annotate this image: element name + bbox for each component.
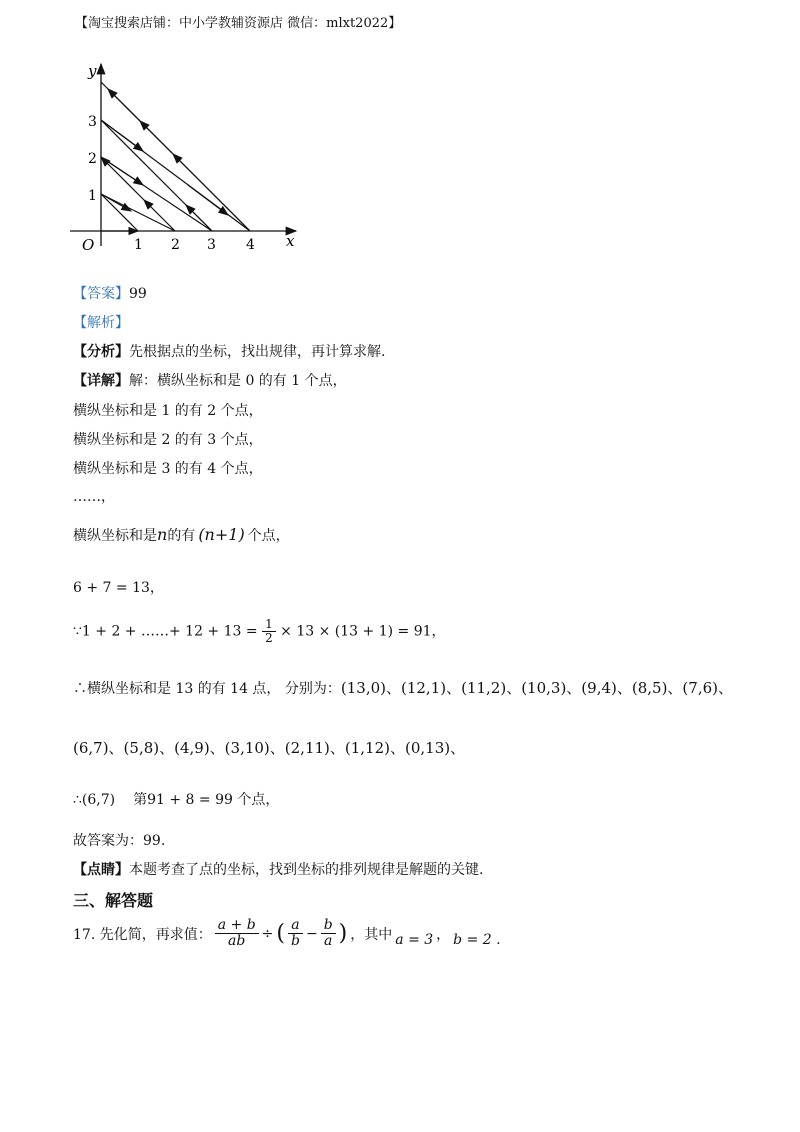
detail-text: 解：横纵坐标和是 0 的有 1 个点， [129,373,347,389]
answer-label: 【答案】 [73,286,129,302]
analysis-text: 先根据点的坐标，找出规律，再计算求解. [129,344,386,360]
section-heading: 三、解答题 [73,891,154,910]
minus-sign: − [305,925,318,942]
frac-num: a [288,918,303,934]
q17-separator: ， [436,926,451,943]
eq2-pre: ∵1 + 2 + ……+ 12 + 13 = [73,623,258,640]
detail-line-3: 横纵坐标和是 2 的有 3 个点， [73,432,263,448]
detail-line-1 [73,370,347,390]
line-n-pre: 横纵坐标和是 [73,528,157,544]
x-tick-label: 3 [207,237,216,253]
answer-value: 99 [129,286,147,302]
arrow-segment [101,157,143,185]
q17-condition-a: a = 3 [395,931,434,948]
eq2-post: × 13 × (13 + 1) = 91， [280,623,446,640]
left-paren: ( [276,921,285,947]
arrow-segment [108,89,140,121]
q17-fraction-2 [288,918,303,950]
frac-den: b [291,933,300,950]
frac-num: b [321,918,336,934]
line-n-post: 个点， [247,528,290,544]
q17-fraction-3 [321,918,336,950]
y-axis-label: y [88,62,97,80]
points-list-1: (13,0)、(12,1)、(11,2)、(10,3)、(9,4)、(8,5)、(7,6)、 [340,679,733,697]
arrow-segment [101,120,143,151]
line-n-var: n [157,525,168,544]
arrow-segment [173,154,250,231]
q17-suffix: ，其中 [350,926,393,943]
points-intro: ∴横纵坐标和是 13 的有 14 点， 分别为： [73,681,341,697]
frac-num: 1 [262,618,276,632]
answer-line [73,283,147,303]
coordinate-figure [68,60,308,255]
analysis-line [73,341,385,361]
analysis-heading: 【解析】 [73,315,129,331]
conclusion-pre: ∴(6,7) [73,792,116,808]
x-tick-label: 4 [246,237,255,253]
page-header: 【淘宝搜索店铺：中小学教辅资源店 微信：mlxt2022】 [75,16,402,31]
q17-prefix: 17. 先化简，再求值： [73,926,212,943]
arrow-segment [101,157,144,200]
frac-num: a + b [215,918,259,934]
arrow-segment [101,194,138,231]
y-tick-label: 3 [88,114,97,130]
y-tick-label: 2 [88,151,97,167]
equation-1: 6 + 7 = 13， [73,580,164,596]
fraction-half [262,618,276,645]
line-n-expr: (n+1) [198,525,245,544]
equation-2 [73,618,446,645]
detail-ellipsis: ……， [73,489,115,505]
x-axis-label: x [286,232,295,250]
y-tick-label: 1 [88,188,97,204]
final-answer: 故答案为：99. [73,833,166,849]
comment-text: 本题考查了点的坐标，找到坐标的排列规律是解题的关键. [129,862,484,878]
detail-label: 【详解】 [73,373,129,389]
detail-line-n [73,525,290,545]
right-paren: ) [338,921,348,947]
line-n-mid: 的有 [167,528,196,544]
question-17 [73,918,501,950]
q17-condition-b: b = 2 . [453,931,501,948]
frac-den: a [324,933,333,950]
frac-den: ab [228,933,246,950]
comment-label: 【点睛】 [73,862,129,878]
analysis-label: 【分析】 [73,344,129,360]
detail-line-4: 横纵坐标和是 3 的有 4 个点， [73,461,263,477]
x-tick-label: 1 [134,237,143,253]
conclusion-post: 第91 + 8 = 99 个点， [133,792,280,808]
frac-den: 2 [265,631,273,646]
comment-line [73,859,483,879]
origin-label: O [82,236,95,254]
points-row-2: (6,7)、(5,8)、(4,9)、(3,10)、(2,11)、(1,12)、(0,13)、 [73,739,466,757]
q17-fraction-1 [215,918,259,950]
arrow-segment [186,205,212,231]
conclusion-line [73,789,279,809]
arrow-segment [144,200,175,231]
arrow-segment [140,121,173,154]
x-tick-label: 2 [171,237,180,253]
divide-sign: ÷ [261,925,274,942]
points-row-1 [73,677,733,698]
detail-line-2: 横纵坐标和是 1 的有 2 个点， [73,403,263,419]
